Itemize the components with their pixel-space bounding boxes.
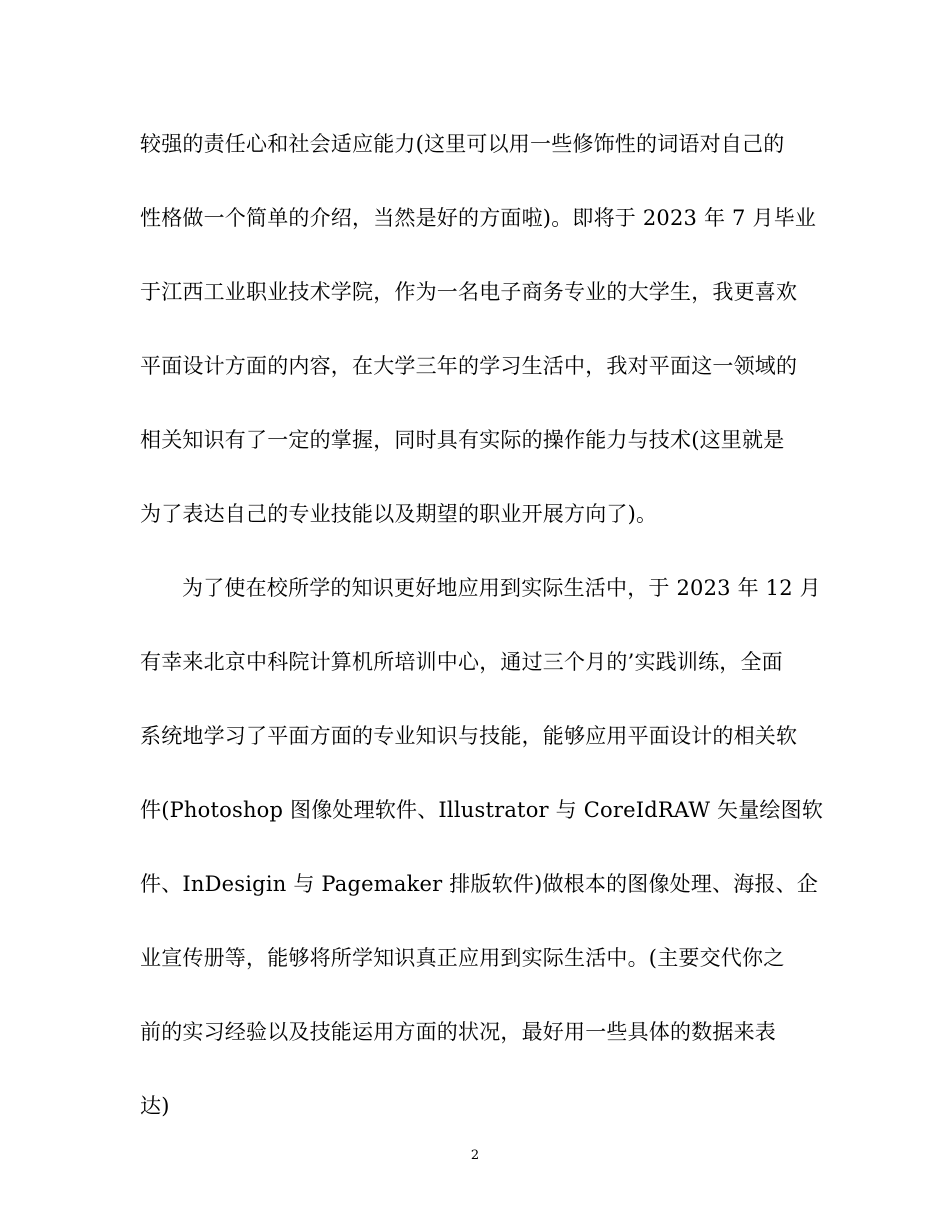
- body-text-line: 性格做一个简单的介绍，当然是好的方面啦)。即将于 2023 年 7 月毕业: [140, 206, 817, 230]
- body-text-line: 前的实习经验以及技能运用方面的状况，最好用一些具体的数据来表: [140, 1020, 776, 1044]
- paragraph-first-line: 为了使在校所学的知识更好地应用到实际生活中，于 2023 年 12 月: [182, 576, 821, 600]
- body-text-line: 相关知识有了一定的掌握，同时具有实际的操作能力与技术(这里就是: [140, 428, 785, 452]
- body-text-line: 达): [140, 1094, 170, 1118]
- body-text-line: 平面设计方面的内容，在大学三年的学习生活中，我对平面这一领域的: [140, 354, 798, 378]
- body-text-line: 于江西工业职业技术学院，作为一名电子商务专业的大学生，我更喜欢: [140, 280, 798, 304]
- body-text-line: 较强的责任心和社会适应能力(这里可以用一些修饰性的词语对自己的: [140, 132, 785, 156]
- page-number: 2: [470, 1148, 480, 1163]
- body-text-line: 为了表达自己的专业技能以及期望的职业开展方向了)。: [140, 502, 658, 526]
- body-text-line: 件(Photoshop 图像处理软件、Illustrator 与 CoreIdRAW 矢量绘图软: [140, 798, 824, 822]
- body-text-line: 系统地学习了平面方面的专业知识与技能，能够应用平面设计的相关软: [140, 724, 798, 748]
- body-text-line: 有幸来北京中科院计算机所培训中心，通过三个月的’实践训练，全面: [140, 650, 783, 674]
- body-text-line: 件、InDesigin 与 Pagemaker 排版软件)做根本的图像处理、海报、企: [140, 872, 819, 896]
- body-text-line: 业宣传册等，能够将所学知识真正应用到实际生活中。(主要交代你之: [140, 946, 785, 970]
